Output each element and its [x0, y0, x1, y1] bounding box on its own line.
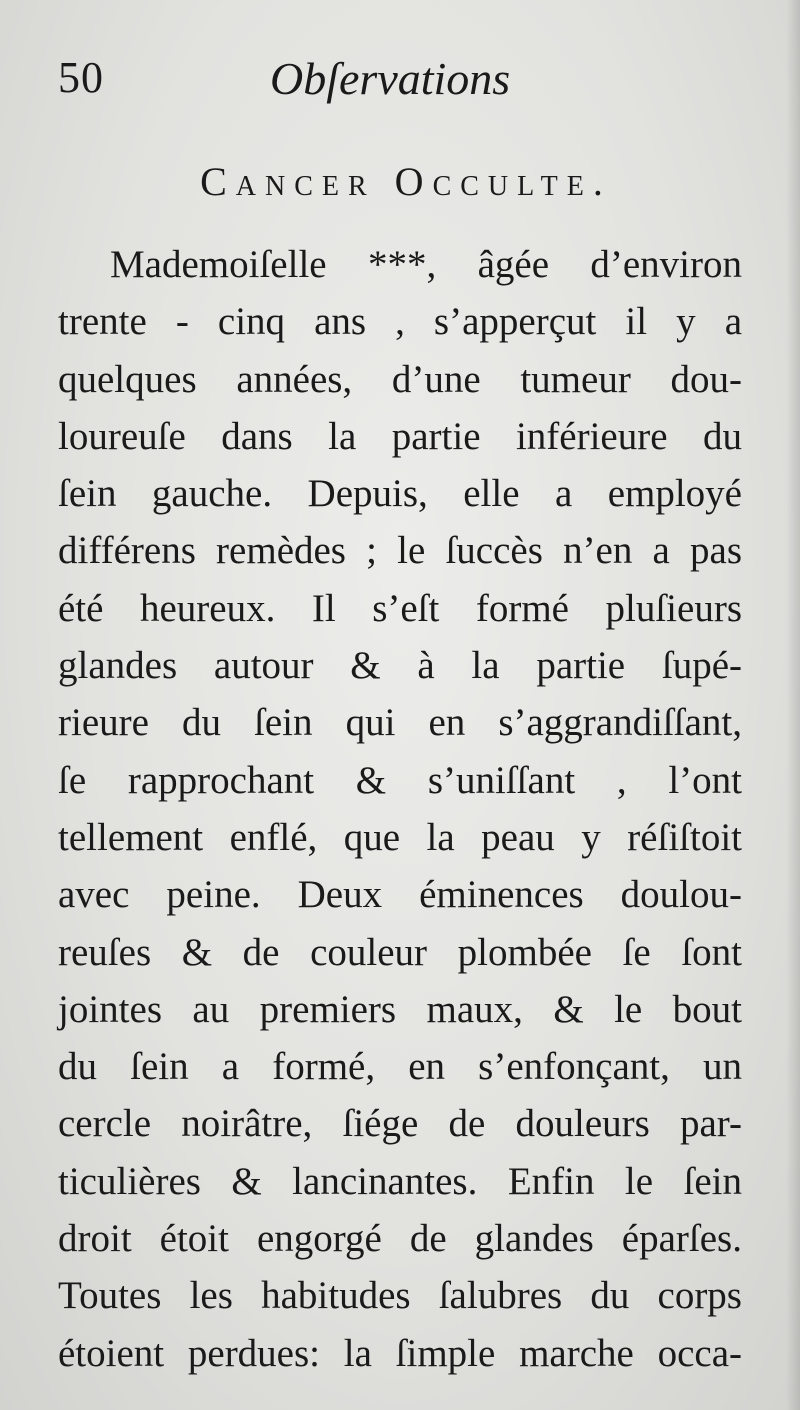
text-line: tellement enflé, que la peau y réſiſtoit — [58, 815, 742, 859]
text-line: reuſes & de couleur plombée ſe ſont — [58, 930, 742, 974]
text-line: Mademoiſelle ***, âgée d’environ — [110, 243, 742, 286]
text-line: avec peine. Deux éminences doulou- — [58, 873, 742, 917]
text-line: trente - cinq ans , s’apperçut il y a — [58, 300, 742, 344]
text-line: ſe rapprochant & s’uniſſant , l’ont — [58, 758, 742, 802]
text-line: ticulières & lancinantes. Enfin le ſein — [58, 1159, 742, 1203]
body-text — [58, 236, 742, 1382]
text-line: du ſein a formé, en s’enfonçant, un — [58, 1045, 742, 1089]
page-edge-shadow — [786, 0, 800, 1410]
page-header — [58, 52, 748, 112]
text-line: droit étoit engorgé de glandes éparſes. — [58, 1217, 742, 1261]
text-line: jointes au premiers maux, & le bout — [58, 987, 742, 1031]
text-line: ſein gauche. Depuis, elle a employé — [58, 472, 742, 516]
text-line: différens remèdes ; le ſuccès n’en a pas — [58, 529, 742, 573]
text-line: étoient perdues: la ſimple marche occa- — [58, 1331, 742, 1375]
running-title: Obſervations — [270, 53, 511, 104]
text-line: quelques années, d’une tumeur dou- — [58, 357, 742, 401]
section-title: Cancer Occulte. — [200, 159, 612, 204]
text-line: été heureux. Il s’eſt formé pluſieurs — [58, 586, 742, 630]
text-line: glandes autour & à la partie ſupé- — [58, 644, 742, 688]
text-line: Toutes les habitudes ſalubres du corps — [58, 1274, 742, 1318]
page-number: 50 — [58, 53, 104, 102]
text-line: rieure du ſein qui en s’aggrandiſſant, — [58, 701, 742, 745]
text-line: loureuſe dans la partie inférieure du — [58, 414, 742, 458]
text-line: cercle noirâtre, ſiége de douleurs par- — [58, 1102, 742, 1146]
